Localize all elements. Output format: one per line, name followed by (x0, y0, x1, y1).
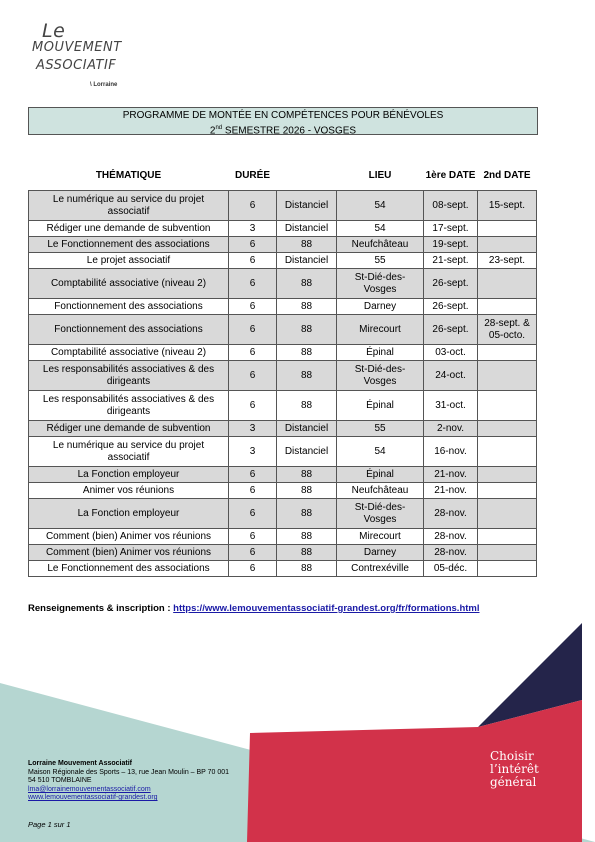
cell-theme: Le projet associatif (29, 253, 229, 269)
registration-label: Renseignements & inscription : (28, 603, 174, 614)
cell-duree: 6 (229, 483, 277, 499)
footer-address: Maison Régionale des Sports – 13, rue Jean Moulin – BP 70 001 (28, 768, 230, 776)
cell-date2 (478, 499, 537, 529)
cell-theme: Comment (bien) Animer vos réunions (29, 529, 229, 545)
table-row (29, 499, 537, 529)
cell-lieu: 55 (337, 253, 424, 269)
header-date2: 2nd DATE (483, 170, 531, 181)
header-duree: DURÉE (234, 170, 270, 181)
table-row (29, 269, 537, 299)
cell-theme: Le Fonctionnement des associations (29, 561, 229, 577)
cell-date2 (478, 391, 537, 421)
cell-lieu: St-Dié-des-Vosges (337, 269, 424, 299)
cell-date1: 26-sept. (424, 315, 478, 345)
cell-lieu: Neufchâteau (337, 483, 424, 499)
cell-lieu: St-Dié-des-Vosges (337, 361, 424, 391)
table-row (29, 191, 537, 221)
cell-theme: Comptabilité associative (niveau 2) (29, 269, 229, 299)
cell-theme: La Fonction employeur (29, 499, 229, 529)
table-row (29, 421, 537, 437)
cell-date2 (478, 545, 537, 561)
cell-theme: Le numérique au service du projet associatif (29, 191, 229, 221)
cell-duree: 6 (229, 545, 277, 561)
cell-theme: Fonctionnement des associations (29, 315, 229, 345)
slogan-line-3: général (490, 775, 537, 789)
cell-duree: 6 (229, 391, 277, 421)
cell-format: 88 (277, 237, 337, 253)
footer-contact (28, 760, 229, 803)
header-format (277, 161, 337, 191)
title-semester-suffix: nd (215, 125, 223, 131)
cell-duree: 3 (229, 221, 277, 237)
table-row (29, 221, 537, 237)
cell-lieu: Neufchâteau (337, 237, 424, 253)
cell-format: 88 (277, 545, 337, 561)
cell-format: Distanciel (277, 221, 337, 237)
cell-theme: Animer vos réunions (29, 483, 229, 499)
cell-duree: 6 (229, 345, 277, 361)
cell-date1: 21-sept. (424, 253, 478, 269)
cell-date2 (478, 299, 537, 315)
cell-date2 (478, 421, 537, 437)
cell-lieu: Darney (337, 299, 424, 315)
cell-date2 (478, 529, 537, 545)
cell-duree: 6 (229, 561, 277, 577)
cell-date2: 15-sept. (478, 191, 537, 221)
cell-duree: 6 (229, 361, 277, 391)
cell-date1: 21-nov. (424, 467, 478, 483)
table-row (29, 545, 537, 561)
cell-theme: Le numérique au service du projet associatif (29, 437, 229, 467)
cell-lieu: Épinal (337, 467, 424, 483)
cell-format: 88 (277, 529, 337, 545)
cell-lieu: Épinal (337, 345, 424, 361)
header-theme: THÉMATIQUE (95, 170, 162, 181)
cell-date2 (478, 345, 537, 361)
cell-format: Distanciel (277, 421, 337, 437)
title-line-2 (29, 122, 537, 137)
logo-text-associatif: ASSOCIATIF (36, 58, 117, 73)
cell-duree: 6 (229, 315, 277, 345)
registration-link[interactable]: https://www.lemouvementassociatif-grandest.org/fr/formations.html (173, 603, 480, 614)
header-date1: 1ère DATE (425, 170, 476, 181)
footer-org-name: Lorraine Mouvement Associatif (28, 760, 132, 767)
registration-info (28, 603, 480, 614)
cell-theme: Rédiger une demande de subvention (29, 421, 229, 437)
cell-lieu: 55 (337, 421, 424, 437)
cell-date1: 08-sept. (424, 191, 478, 221)
cell-format: 88 (277, 361, 337, 391)
cell-format: 88 (277, 299, 337, 315)
cell-duree: 6 (229, 467, 277, 483)
cell-format: 88 (277, 269, 337, 299)
cell-lieu: Épinal (337, 391, 424, 421)
header-lieu: LIEU (368, 170, 392, 181)
cell-format: 88 (277, 467, 337, 483)
cell-duree: 6 (229, 299, 277, 315)
page-number: Page 1 sur 1 (28, 820, 71, 829)
logo-text-le: Le (42, 20, 66, 42)
cell-lieu: 54 (337, 191, 424, 221)
cell-format: Distanciel (277, 437, 337, 467)
cell-lieu: 54 (337, 437, 424, 467)
footer-email-link[interactable]: lma@lorrainemouvementassociatif.com (28, 785, 151, 793)
cell-format: Distanciel (277, 253, 337, 269)
cell-theme: Les responsabilités associatives & des dirigeants (29, 391, 229, 421)
cell-lieu: Contrexéville (337, 561, 424, 577)
table-row (29, 391, 537, 421)
cell-duree: 6 (229, 253, 277, 269)
cell-date2 (478, 221, 537, 237)
cell-theme: Comptabilité associative (niveau 2) (29, 345, 229, 361)
cell-date1: 28-nov. (424, 529, 478, 545)
cell-duree: 6 (229, 529, 277, 545)
cell-duree: 6 (229, 191, 277, 221)
cell-date1: 19-sept. (424, 237, 478, 253)
cell-lieu: Mirecourt (337, 529, 424, 545)
title-semester-number: 2 (209, 125, 216, 137)
cell-duree: 3 (229, 437, 277, 467)
table-row (29, 299, 537, 315)
cell-theme: Le Fonctionnement des associations (29, 237, 229, 253)
table-row (29, 483, 537, 499)
cell-date2 (478, 483, 537, 499)
table-row (29, 437, 537, 467)
cell-lieu: Mirecourt (337, 315, 424, 345)
cell-date2: 28-sept. & 05-octo. (478, 315, 537, 345)
table-row (29, 467, 537, 483)
cell-format: Distanciel (277, 191, 337, 221)
cell-duree: 6 (229, 269, 277, 299)
logo-region: \ Lorraine (90, 82, 118, 88)
slogan-line-1: Choisir (490, 749, 534, 763)
slogan-line-2: l’intérêt (490, 762, 539, 776)
cell-date1: 31-oct. (424, 391, 478, 421)
logo (32, 20, 142, 92)
cell-format: 88 (277, 483, 337, 499)
cell-duree: 6 (229, 499, 277, 529)
cell-lieu: 54 (337, 221, 424, 237)
cell-date2 (478, 269, 537, 299)
title-semester-text: SEMESTRE 2026 - VOSGES (222, 125, 357, 137)
cell-date1: 2-nov. (424, 421, 478, 437)
cell-date1: 28-nov. (424, 545, 478, 561)
cell-date2 (478, 237, 537, 253)
footer-postcode: 54 510 TOMBLAINE (28, 777, 92, 784)
programme-table (28, 161, 537, 577)
cell-duree: 6 (229, 237, 277, 253)
cell-date2 (478, 467, 537, 483)
cell-format: 88 (277, 561, 337, 577)
cell-date2: 23-sept. (478, 253, 537, 269)
footer-website-link[interactable]: www.lemouvementassociatif-grandest.org (28, 794, 158, 801)
cell-theme: Les responsabilités associatives & des dirigeants (29, 361, 229, 391)
cell-theme: La Fonction employeur (29, 467, 229, 483)
table-row (29, 345, 537, 361)
table-row (29, 237, 537, 253)
cell-date1: 17-sept. (424, 221, 478, 237)
cell-date1: 03-oct. (424, 345, 478, 361)
cell-theme: Comment (bien) Animer vos réunions (29, 545, 229, 561)
table-row (29, 529, 537, 545)
cell-date1: 26-sept. (424, 299, 478, 315)
cell-date1: 05-déc. (424, 561, 478, 577)
table-header-row (29, 161, 537, 191)
logo-text-mouvement: MOUVEMENT (32, 40, 122, 55)
cell-date1: 21-nov. (424, 483, 478, 499)
cell-date2 (478, 361, 537, 391)
cell-date1: 28-nov. (424, 499, 478, 529)
table-row (29, 315, 537, 345)
cell-duree: 3 (229, 421, 277, 437)
table-row (29, 561, 537, 577)
title-line-1: PROGRAMME DE MONTÉE EN COMPÉTENCES POUR BÉNÉVOLES (122, 110, 444, 121)
slogan (490, 750, 539, 789)
cell-date1: 26-sept. (424, 269, 478, 299)
cell-format: 88 (277, 315, 337, 345)
cell-format: 88 (277, 499, 337, 529)
cell-theme: Rédiger une demande de subvention (29, 221, 229, 237)
table-row (29, 253, 537, 269)
cell-theme: Fonctionnement des associations (29, 299, 229, 315)
cell-date2 (478, 437, 537, 467)
cell-lieu: St-Dié-des-Vosges (337, 499, 424, 529)
programme-title (28, 107, 538, 135)
table-row (29, 361, 537, 391)
cell-date2 (478, 561, 537, 577)
cell-format: 88 (277, 391, 337, 421)
cell-date1: 16-nov. (424, 437, 478, 467)
cell-format: 88 (277, 345, 337, 361)
cell-lieu: Darney (337, 545, 424, 561)
cell-date1: 24-oct. (424, 361, 478, 391)
